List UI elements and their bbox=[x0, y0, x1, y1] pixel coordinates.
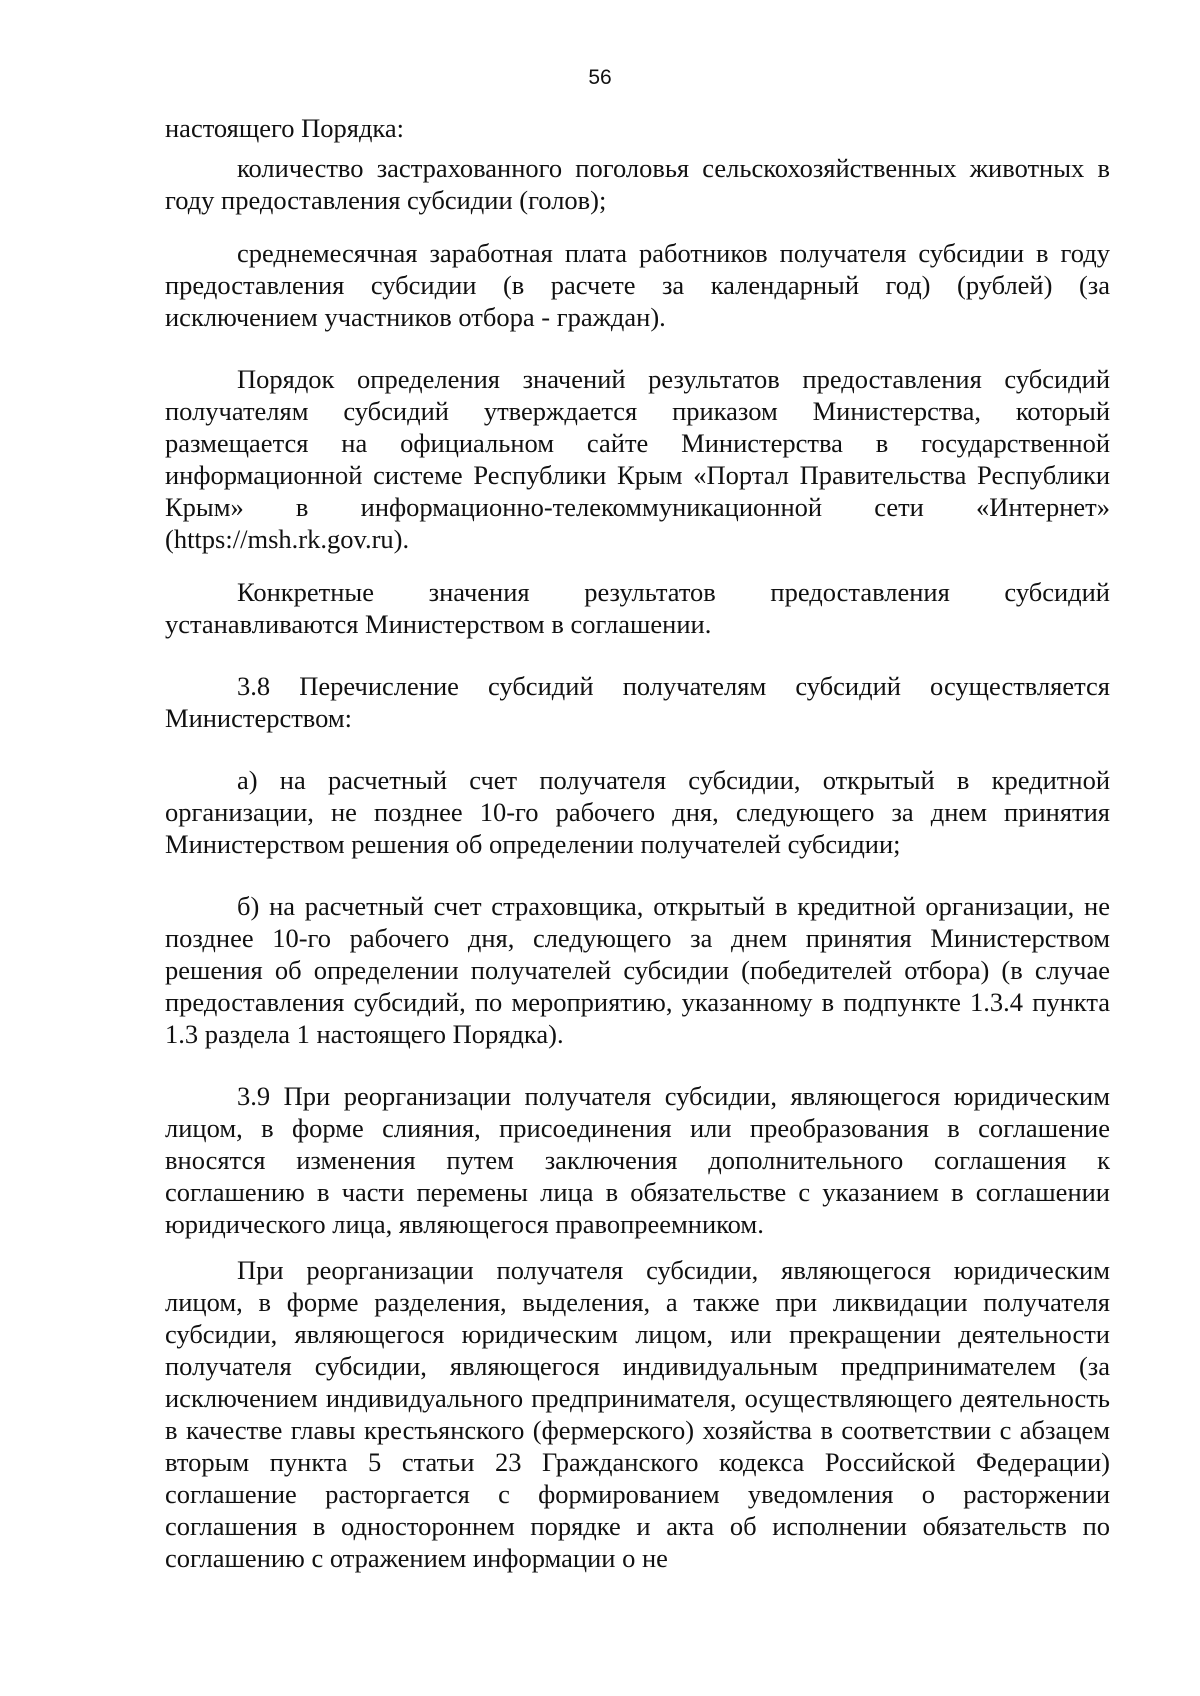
paragraph-section-3-8: 3.8 Перечисление субсидий получателям субсидий осуществляется Министерством: bbox=[165, 671, 1110, 733]
paragraph-section-3-9: 3.9 При реорганизации получателя субсидии, являющегося юридическим лицом, в форме слияния, присоединения или преобразования в соглашение вносятся изменения путем заключения дополнительного соглашения к соглашению в части перемены лица в обязательстве с указанием в соглашении юридического лица, являющегося правопреемником. bbox=[165, 1081, 1110, 1239]
page-body bbox=[165, 112, 1110, 1595]
paragraph-livestock-count: количество застрахованного поголовья сельскохозяйственных животных в году предоставления субсидии (голов); bbox=[165, 153, 1110, 215]
paragraph-item-a: а) на расчетный счет получателя субсидии, открытый в кредитной организации, не позднее 10-го рабочего дня, следующего за днем принятия Министерством решения об определении получателей субсидии; bbox=[165, 765, 1110, 859]
paragraph-lead-in: настоящего Порядка: bbox=[165, 113, 405, 143]
paragraph-specific-values: Конкретные значения результатов предоставления субсидий устанавливаются Министерством в соглашении. bbox=[165, 577, 1110, 639]
paragraph-reorganization: При реорганизации получателя субсидии, являющегося юридическим лицом, в форме разделения, выделения, а также при ликвидации получателя субсидии, являющегося юридическим лицом, или прекращении деятельности получателя субсидии, являющегося индивидуальным предпринимателем (за исключением индивидуального предпринимателя, осуществляющего деятельность в качестве главы крестьянского (фермерского) хозяйства в соответствии с абзацем вторым пункта 5 статьи 23 Гражданского кодекса Российской Федерации) соглашение расторгается с формированием уведомления о расторжении соглашения в одностороннем порядке и акта об исполнении обязательств по соглашению с отражением информации о не bbox=[165, 1255, 1110, 1573]
paragraph-item-b: б) на расчетный счет страховщика, открытый в кредитной организации, не позднее 10-го рабочего дня, следующего за днем принятия Министерством решения об определении получателей субсидии (победителей отбора) (в случае предоставления субсидий, по мероприятию, указанному в подпункте 1.3.4 пункта 1.3 раздела 1 настоящего Порядка). bbox=[165, 891, 1110, 1049]
paragraph-results-order: Порядок определения значений результатов предоставления субсидий получателям субсидий утверждается приказом Министерства, который размещается на официальном сайте Министерства в государственной информационной системе Республики Крым «Портал Правительства Республики Крым» в информационно-телекоммуникационной сети «Интернет» (https://msh.rk.gov.ru). bbox=[165, 364, 1110, 554]
paragraph-average-salary: среднемесячная заработная плата работников получателя субсидии в году предоставления субсидии (в расчете за календарный год) (рублей) (за исключением участников отбора - граждан). bbox=[165, 238, 1110, 332]
page-number: 56 bbox=[588, 66, 612, 89]
